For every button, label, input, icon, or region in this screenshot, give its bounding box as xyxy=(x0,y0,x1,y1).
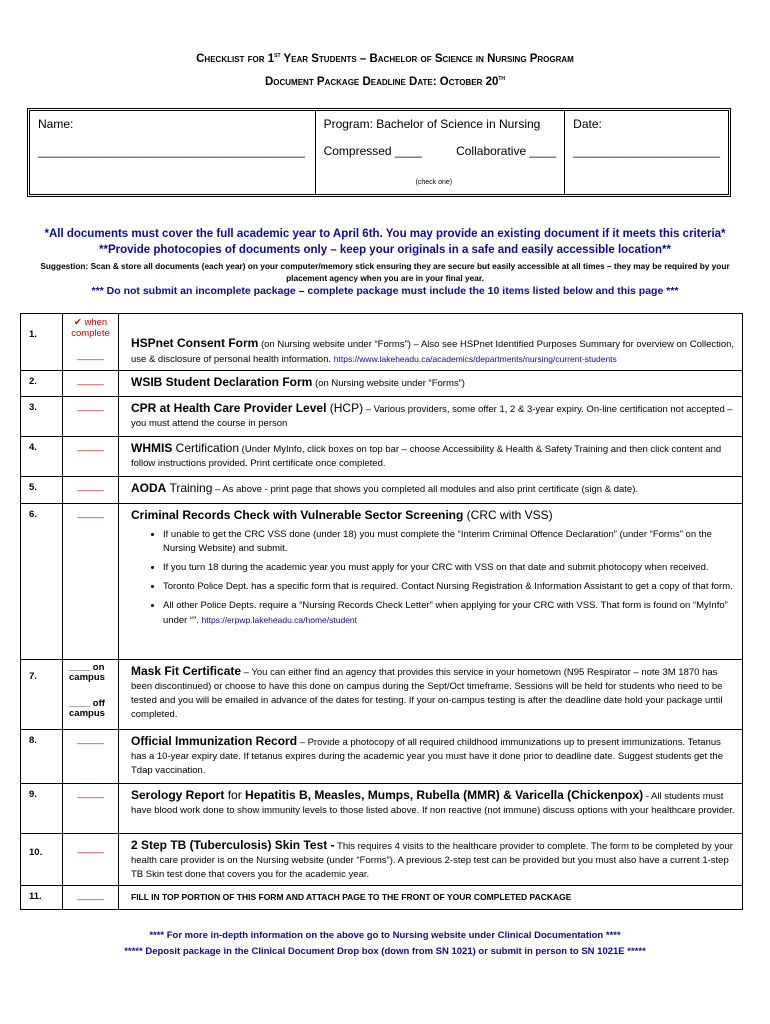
list-item xyxy=(163,599,736,628)
footer-notes xyxy=(0,928,770,960)
item-description xyxy=(119,730,743,784)
date-cell xyxy=(564,111,728,194)
check-blank[interactable]: _____ xyxy=(77,401,104,412)
table-row xyxy=(21,477,743,504)
check-blank[interactable]: _____ xyxy=(77,890,104,901)
item-number: 7. xyxy=(21,660,63,730)
item-name-mid: for xyxy=(224,788,246,802)
table-row xyxy=(21,314,743,371)
compressed-option[interactable]: Compressed ____ xyxy=(323,144,422,158)
check-cell[interactable] xyxy=(63,784,119,834)
item-description xyxy=(119,834,743,886)
item-description xyxy=(119,477,743,504)
item-name: Criminal Records Check with Vulnerable Sector Screening xyxy=(131,508,464,522)
document-title xyxy=(0,46,770,92)
footer-line-2: ***** Deposit package in the Clinical Document Drop box (down from SN 1021) or submit in person to SN 1021E ***** xyxy=(124,946,646,957)
check-cell[interactable] xyxy=(63,477,119,504)
incomplete-warning: *** Do not submit an incomplete package – complete package must include the 10 items listed below and this page *** xyxy=(91,285,679,297)
check-cell[interactable] xyxy=(63,730,119,784)
item-text: This requires 4 visits to the healthcare provider to complete. The form to be completed by your health care provider is on the Nursing website (under “Forms”). A previous 2-step test can be provided but you must also have a current 1-step TB Skin test done that covers you for the academic year. xyxy=(131,841,733,880)
check-cell[interactable] xyxy=(63,437,119,477)
item-number: 9. xyxy=(21,784,63,834)
table-row xyxy=(21,660,743,730)
item-description xyxy=(119,314,743,371)
when-complete-label: ✔ when complete xyxy=(71,317,110,339)
item-number: 3. xyxy=(21,397,63,437)
title-line-1: Checklist for 1st Year Students – Bachelor of Science in Nursing Program xyxy=(196,52,574,65)
notice-photocopies: **Provide photocopies of documents only – keep your originals in a safe and easily accessible location** xyxy=(99,244,671,256)
table-row xyxy=(21,437,743,477)
collaborative-option[interactable]: Collaborative ____ xyxy=(456,144,557,158)
item-name: AODA xyxy=(131,481,167,495)
item-name: WSIB Student Declaration Form xyxy=(131,375,313,389)
table-row xyxy=(21,371,743,397)
check-one-note: (check one) xyxy=(415,179,453,186)
table-row xyxy=(21,730,743,784)
item-name: 2 Step TB (Tuberculosis) Skin Test - xyxy=(131,838,335,852)
item-name: Mask Fit Certificate xyxy=(131,664,242,678)
item-text: – You can either find an agency that provides this service in your hometown (N95 Respirator – note 3M 1870 has been discontinued) or choose to have this done on campus during the Sept/Oct timeframe. Sessions will be held for students who need to be tested and you will be emailed in advance of the dates for testing. If your on-campus testing is after the deadline date hold your package until completed. xyxy=(131,667,723,720)
program-cell xyxy=(315,111,565,194)
crc-bullet-list xyxy=(131,528,736,628)
check-blank[interactable]: _____ xyxy=(77,441,104,452)
item-number: 1. xyxy=(21,314,63,371)
program-label: Program: Bachelor of Science in Nursing xyxy=(323,117,541,131)
check-blank[interactable]: _____ xyxy=(77,788,104,799)
item-text: – As above - print page that shows you completed all modules and also print certificate (sign & date). xyxy=(212,484,638,495)
suggestion-text: Suggestion: Scan & store all documents (each year) on your computer/memory stick ensuring they are secure but easily accessible at all times – they may be required by your placement agency when you are in your final year. xyxy=(40,261,730,283)
table-row xyxy=(21,834,743,886)
date-label: Date: xyxy=(573,117,602,131)
check-blank[interactable]: _____ xyxy=(77,350,104,361)
table-row xyxy=(21,886,743,910)
list-item: • Toronto Police Dept. has a specific form that is required. Contact Nursing Registration & Information Assistant to get a copy of that form. xyxy=(163,580,736,594)
item-description xyxy=(119,504,743,660)
name-field[interactable]: ________________________________________ xyxy=(38,144,305,158)
item-name: HSPnet Consent Form xyxy=(131,336,259,350)
item-description: FILL IN TOP PORTION OF THIS FORM AND ATTACH PAGE TO THE FRONT OF YOUR COMPLETED PACKAGE xyxy=(119,886,743,910)
item-link[interactable]: https://erpwp.lakeheadu.ca/home/student xyxy=(201,615,358,625)
check-blank[interactable]: _____ xyxy=(77,843,104,854)
item-name-rest: Certification xyxy=(172,441,240,455)
item-number: 6. xyxy=(21,504,63,660)
item-text: (on Nursing website under “Forms”) xyxy=(312,378,465,389)
table-row xyxy=(21,504,743,660)
item-text: (Under MyInfo, click boxes on top bar – choose Accessibility & Health & Safety Training and then click content and follow instructions provided. Print certificate once completed. xyxy=(131,444,722,469)
item-name: CPR at Health Care Provider Level xyxy=(131,401,327,415)
item-text: - All students must have blood work done to show immunity levels to those listed above. If non reactive (not immune) discuss options with your healthcare provider. xyxy=(131,791,735,816)
item-text: (on Nursing website under “Forms”) – Also see HSPnet Identified Purposes Summary for overview on Collection, use & disclosure of personal health information. xyxy=(131,339,735,365)
check-blank[interactable]: _____ xyxy=(77,508,104,519)
item-name-rest: Training xyxy=(166,481,213,495)
check-cell[interactable] xyxy=(63,834,119,886)
item-link[interactable]: https://www.lakeheadu.ca/academics/departments/nursing/current-students xyxy=(333,354,617,364)
check-cell[interactable] xyxy=(63,660,119,730)
item-number: 4. xyxy=(21,437,63,477)
table-row xyxy=(21,397,743,437)
student-info-box xyxy=(27,108,731,197)
checklist-table xyxy=(20,313,743,910)
item-description xyxy=(119,660,743,730)
item-number: 11. xyxy=(21,886,63,910)
check-blank[interactable]: _____ xyxy=(77,375,104,386)
item-text: – Provide a photocopy of all required childhood immunizations up to present immunizations. Tetanus has a 10-year expiry date. If tetanus expires during the academic year you must have it done prior to deadline date. Suggest students get the Tdap vaccination. xyxy=(131,737,723,776)
list-item: • If unable to get the CRC VSS done (under 18) you must complete the “Interim Criminal Offence Declaration” (under “Forms” on the Nursing Website) and submit. xyxy=(163,528,736,556)
title-line-2: Document Package Deadline Date: October 20th xyxy=(264,74,506,88)
check-cell[interactable] xyxy=(63,397,119,437)
check-cell[interactable] xyxy=(63,314,119,371)
date-field[interactable]: ______________________ xyxy=(573,144,720,158)
check-blank[interactable]: _____ xyxy=(77,734,104,745)
item-description xyxy=(119,437,743,477)
item-name: WHMIS xyxy=(131,441,173,455)
item-name: Serology Report xyxy=(131,788,225,802)
check-cell[interactable] xyxy=(63,371,119,397)
table-row xyxy=(21,784,743,834)
item-number: 2. xyxy=(21,371,63,397)
item-name-rest: (HCP) xyxy=(326,401,364,415)
check-blank[interactable]: _____ xyxy=(77,481,104,492)
check-cell[interactable] xyxy=(63,504,119,660)
item-description xyxy=(119,784,743,834)
item-name-2: Hepatitis B, Measles, Mumps, Rubella (MMR) & Varicella (Chickenpox) xyxy=(245,788,644,802)
item-description xyxy=(119,371,743,397)
item-name-rest: (CRC with VSS) xyxy=(463,508,553,522)
item-text: – Various providers, some offer 1, 2 & 3-year expiry. On-line certification not accepted – you must attend the course in person xyxy=(131,404,733,429)
list-item-text: All other Police Depts. require a “Nursing Records Check Letter” when applying for your CRC with VSS. That form is found on “MyInfo” under “”. xyxy=(163,600,728,626)
notice-full-year: *All documents must cover the full academic year to April 6th. You may provide an existing document if it meets this criteria* xyxy=(44,228,726,240)
footer-line-1: **** For more in-depth information on the above go to Nursing website under Clinical Documentation **** xyxy=(149,930,621,941)
check-cell[interactable] xyxy=(63,886,119,910)
item-number: 5. xyxy=(21,477,63,504)
list-item: • If you turn 18 during the academic year you must apply for your CRC with VSS on that date and submit photocopy when received. xyxy=(163,561,736,575)
item-number: 10. xyxy=(21,834,63,886)
item-number: 8. xyxy=(21,730,63,784)
on-campus-option[interactable]: ____ on campus xyxy=(69,662,105,683)
name-label: Name: xyxy=(38,117,74,131)
item-description xyxy=(119,397,743,437)
off-campus-option[interactable]: ____ off campus xyxy=(69,698,105,719)
item-name: Official Immunization Record xyxy=(131,734,298,748)
name-cell xyxy=(30,111,315,194)
